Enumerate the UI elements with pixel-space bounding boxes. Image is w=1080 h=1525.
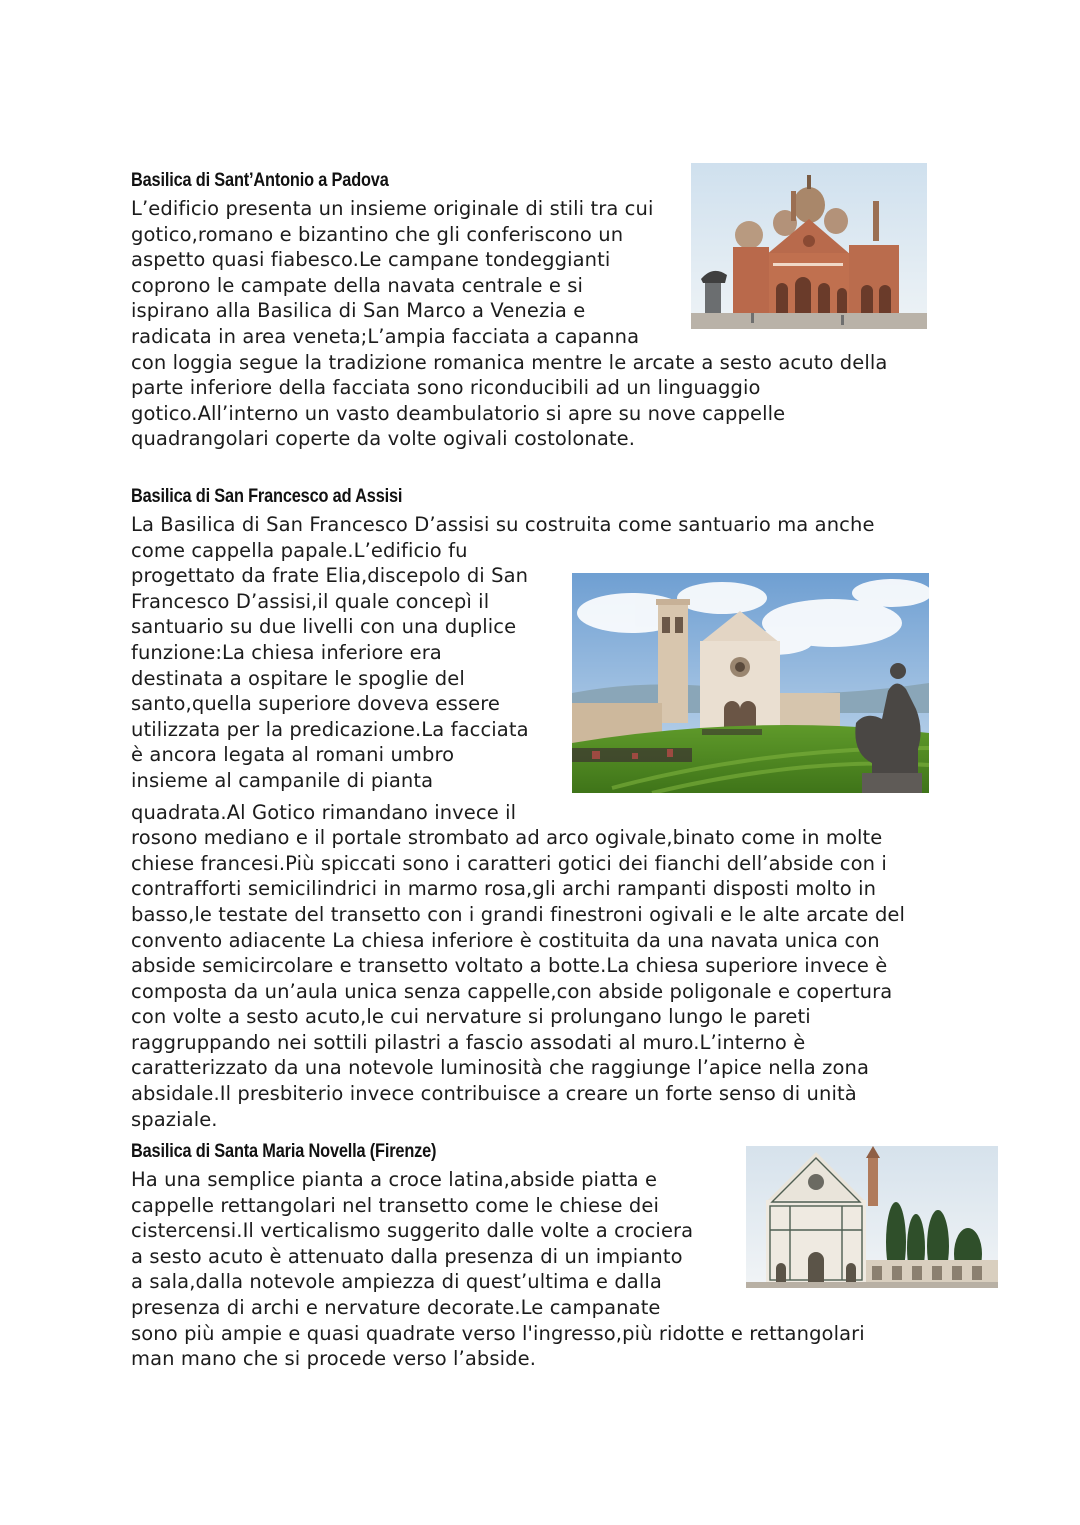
text-line: L’edificio presenta un insieme originale di stili tra cui xyxy=(131,197,654,220)
text-line: Francesco D’assisi,il quale concepì il xyxy=(131,589,490,613)
section-heading-assisi: Basilica di San Francesco ad Assisi xyxy=(131,486,403,507)
text-line: quadrangolari coperte da volte ogivali costolonate. xyxy=(131,427,636,451)
santa-maria-novella-photo xyxy=(746,1146,998,1288)
text-line: funzione:La chiesa inferiore era xyxy=(131,640,442,664)
text-line: coprono le campate della navata centrale e si xyxy=(131,273,584,297)
text-line: contrafforti semicilindrici in marmo rosa,gli archi rampanti disposti molto in xyxy=(131,877,877,901)
text-line: ispirano alla Basilica di San Marco a Venezia e xyxy=(131,299,586,323)
text-line: composta da un’aula unica senza cappelle,con abside poligonale e copertura xyxy=(131,979,893,1003)
text-line: santuario su due livelli con una duplice xyxy=(131,615,517,639)
text-line: La Basilica di San Francesco D’assisi su costruita come santuario ma anche xyxy=(131,513,875,536)
text-line: caratterizzato da una notevole luminosità che raggiunge l’apice nella zona xyxy=(131,1056,870,1080)
text-line: spaziale. xyxy=(131,1107,218,1131)
text-line: radicata in area veneta;L’ampia facciata a capanna xyxy=(131,324,640,348)
basilica-assisi-photo xyxy=(572,573,929,793)
text-line: a sala,dalla notevole ampiezza di quest’ultima e dalla xyxy=(131,1270,662,1294)
text-line: utilizzata per la predicazione.La facciata xyxy=(131,717,529,741)
text-line: cistercensi.Il verticalismo suggerito dalle volte a crociera xyxy=(131,1219,694,1243)
text-line: con loggia segue la tradizione romanica mentre le arcate a sesto acuto della xyxy=(131,350,888,374)
text-line: aspetto quasi fiabesco.Le campane tondeggianti xyxy=(131,248,611,272)
text-line: raggruppando nei sottili pilastri a fascio assodati al muro.L’interno è xyxy=(131,1030,806,1054)
text-line: basso,le testate del transetto con i grandi finestroni ogivali e le alte arcate del xyxy=(131,902,906,926)
text-line: abside semicircolare e transetto voltato a botte.La chiesa superiore invece è xyxy=(131,954,888,978)
text-line: gotico.All’interno un vasto deambulatorio si apre su nove cappelle xyxy=(131,401,786,425)
text-line: santo,quella superiore doveva essere xyxy=(131,692,501,716)
basilica-padova-photo xyxy=(691,163,927,329)
text-line: come cappella papale.L’edificio fu xyxy=(131,538,468,562)
text-line: chiese francesi.Più spiccati sono i caratteri gotici dei fianchi dell’abside con i xyxy=(131,851,887,875)
section-heading-santa-maria-novella: Basilica di Santa Maria Novella (Firenze) xyxy=(131,1141,437,1162)
text-line: con volte a sesto acuto,le cui nervature si prolungano lungo le pareti xyxy=(131,1005,811,1029)
text-line: progettato da frate Elia,discepolo di San xyxy=(131,564,529,588)
text-line: man mano che si procede verso l’abside. xyxy=(131,1347,537,1371)
section-heading-padova: Basilica di Sant’Antonio a Padova xyxy=(131,170,389,191)
text-line: absidale.Il presbiterio invece contribuisce a creare un forte senso di unità xyxy=(131,1082,857,1106)
text-line: gotico,romano e bizantino che gli conferiscono un xyxy=(131,222,624,246)
text-line: parte inferiore della facciata sono riconducibili ad un linguaggio xyxy=(131,376,761,400)
text-line: insieme al campanile di pianta xyxy=(131,768,434,792)
text-line: presenza di archi e nervature decorate.Le campanate xyxy=(131,1295,661,1319)
text-line: Ha una semplice pianta a croce latina,abside piatta e xyxy=(131,1168,658,1191)
text-line: quadrata.Al Gotico rimandano invece il xyxy=(131,800,517,824)
text-line: destinata a ospitare le spoglie del xyxy=(131,666,465,690)
text-line: cappelle rettangolari nel transetto come le chiese dei xyxy=(131,1193,659,1217)
text-line: convento adiacente La chiesa inferiore è costituita da una navata unica con xyxy=(131,928,880,952)
text-line: è ancora legata al romani umbro xyxy=(131,743,455,767)
text-line: a sesto acuto è attenuato dalla presenza di un impianto xyxy=(131,1244,683,1268)
text-line: sono più ampie e quasi quadrate verso l'ingresso,più ridotte e rettangolari xyxy=(131,1321,865,1345)
text-line: rosono mediano e il portale strombato ad arco ogivale,binato come in molte xyxy=(131,826,883,850)
